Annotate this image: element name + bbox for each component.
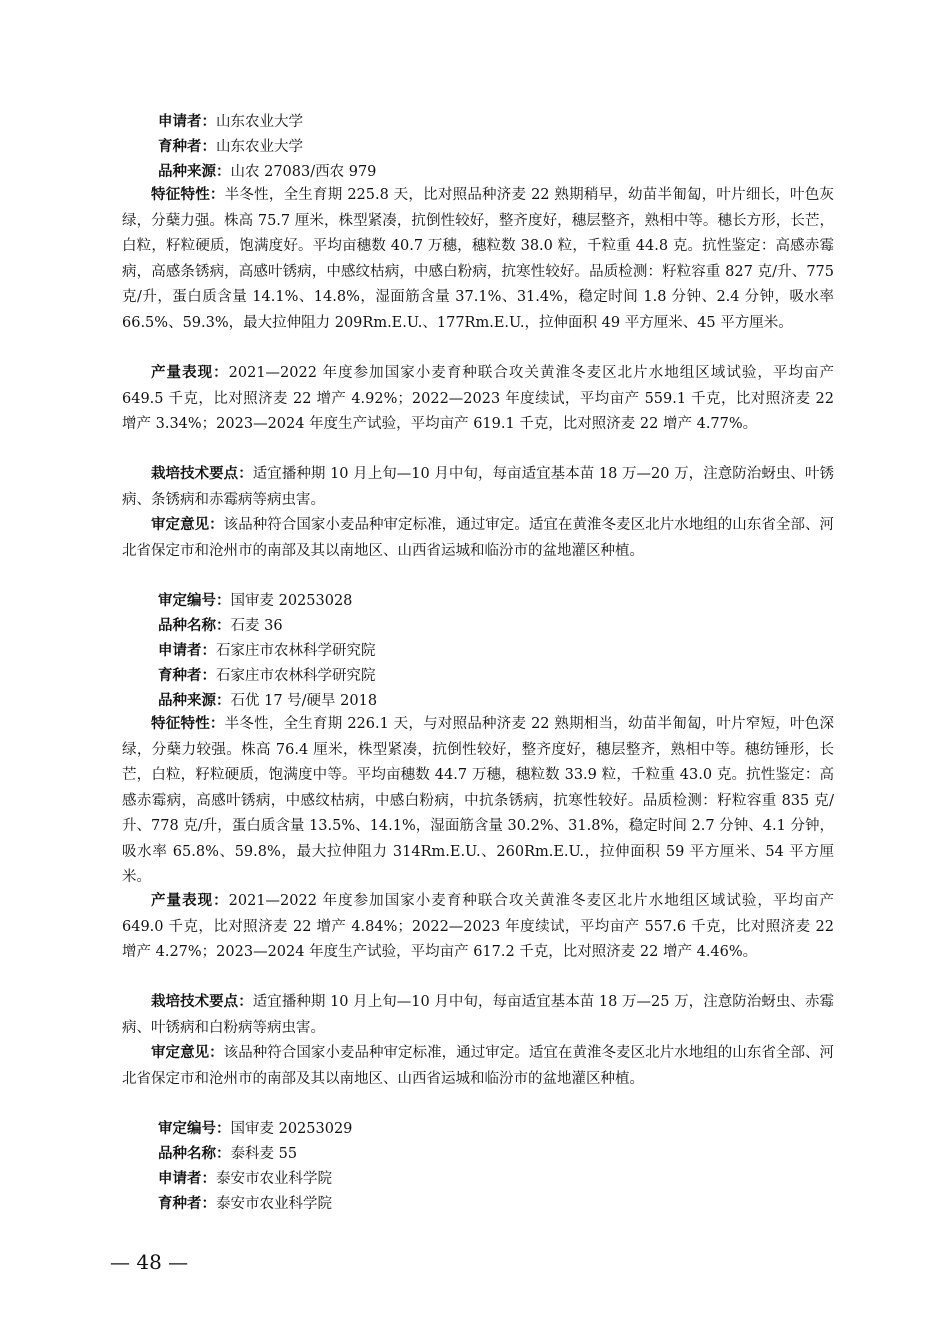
- field-value: 2021—2022 年度参加国家小麦育种联合攻关黄淮冬麦区北片水地组区域试验，平均亩产 649.5 千克，比对照济麦 22 增产 4.92%；2022—2023 年度续试，平均亩产 559.1 千克，比对照济麦 22 增产 3.34%；2023—2024 年度生产试验，平均亩产 619.1 千克，比对照济麦 22 增产 4.77%。: [122, 365, 835, 432]
- field-value: 石家庄市农林科学研究院: [216, 643, 376, 659]
- field-label: 育种者：: [158, 668, 216, 684]
- traits-paragraph: [122, 183, 834, 336]
- field-label: 育种者：: [158, 1196, 216, 1212]
- field-label: 品种来源：: [158, 693, 231, 709]
- applicant-line: [158, 112, 303, 132]
- field-label: 申请者：: [158, 643, 216, 659]
- breeder-line: [158, 137, 303, 157]
- field-label: 产量表现：: [151, 365, 229, 381]
- field-label: 品种名称：: [158, 1146, 231, 1162]
- field-label: 申请者：: [158, 1171, 216, 1187]
- applicant-line: [158, 1169, 332, 1189]
- field-label: 品种名称：: [158, 618, 231, 634]
- field-value: 国审麦 20253029: [230, 1121, 353, 1137]
- field-value: 该品种符合国家小麦品种审定标准，通过审定。适宜在黄淮冬麦区北片水地组的山东省全部、河北省保定市和沧州市的南部及其以南地区、山西省运城和临汾市的盆地灌区种植。: [122, 517, 835, 559]
- field-label: 审定意见：: [151, 517, 224, 533]
- field-value: 适宜播种期 10 月上旬—10 月中旬，每亩适宜基本苗 18 万—25 万，注意防治蚜虫、赤霉病、叶锈病和白粉病等病虫害。: [122, 994, 834, 1036]
- approval-code-line: [158, 1119, 352, 1139]
- field-value: 适宜播种期 10 月上旬—10 月中旬，每亩适宜基本苗 18 万—20 万，注意防治蚜虫、叶锈病、条锈病和赤霉病等病虫害。: [122, 466, 834, 508]
- field-value: 石麦 36: [230, 618, 283, 634]
- breeder-line: [158, 1194, 332, 1214]
- field-value: 国审麦 20253028: [230, 593, 353, 609]
- field-value: 泰安市农业科学院: [216, 1171, 332, 1187]
- field-label: 栽培技术要点：: [151, 994, 253, 1010]
- page-number: — 48 —: [110, 1250, 189, 1274]
- field-label: 审定编号：: [158, 593, 231, 609]
- variety-name-line: [158, 1144, 297, 1164]
- variety-name-line: [158, 616, 283, 636]
- approval-opinion-paragraph: [122, 1041, 834, 1092]
- field-label: 特征特性：: [151, 187, 225, 203]
- traits-paragraph: [122, 712, 834, 891]
- field-value: 泰安市农业科学院: [216, 1196, 332, 1212]
- approval-opinion-paragraph: [122, 513, 834, 564]
- field-label: 审定意见：: [151, 1045, 224, 1061]
- applicant-line: [158, 641, 376, 661]
- field-value: 泰科麦 55: [230, 1146, 298, 1162]
- field-label: 品种来源：: [158, 164, 231, 180]
- cultivation-paragraph: [122, 462, 834, 513]
- yield-paragraph: [122, 361, 834, 438]
- field-value: 石家庄市农林科学研究院: [216, 668, 376, 684]
- field-value: 2021—2022 年度参加国家小麦育种联合攻关黄淮冬麦区北片水地组区域试验，平均亩产 649.0 千克，比对照济麦 22 增产 4.84%；2022—2023 年度续试，平均亩产 557.6 千克，比对照济麦 22 增产 4.27%；2023—2024 年度生产试验，平均亩产 617.2 千克，比对照济麦 22 增产 4.46%。: [122, 893, 835, 960]
- breeder-line: [158, 666, 376, 686]
- cultivation-paragraph: [122, 990, 834, 1041]
- field-value: 石优 17 号/硬旱 2018: [230, 693, 378, 709]
- yield-paragraph: [122, 889, 834, 966]
- field-value: 半冬性，全生育期 226.1 天，与对照品种济麦 22 熟期相当，幼苗半匍匐，叶片窄短，叶色深绿，分蘖力较强。株高 76.4 厘米，株型紧凑，抗倒性较好，整齐度好，穗层整齐，熟相中等。穗纺锤形，长芒，白粒，籽粒硬质，饱满度中等。平均亩穗数 44.7 万穗，穗粒数 33.9 粒，千粒重 43.0 克。抗性鉴定：高感赤霉病，高感叶锈病，中感纹枯病，中感白粉病，中抗条锈病，抗寒性较好。品质检测：籽粒容重 835 克/升、778 克/升，蛋白质含量 13.5%、14.1%，湿面筋含量 30.2%、31.8%，稳定时间 2.7 分钟、4.1 分钟，吸水率 65.8%、59.8%，最大拉伸阻力 314Rm.E.U.、260Rm.E.U.，拉伸面积 59 平方厘米、54 平方厘米。: [122, 716, 834, 885]
- field-label: 育种者：: [158, 139, 216, 155]
- field-value: 山农 27083/西农 979: [230, 164, 377, 180]
- field-label: 产量表现：: [151, 893, 229, 909]
- field-value: 半冬性，全生育期 225.8 天，比对照品种济麦 22 熟期稍早，幼苗半匍匐，叶片细长，叶色灰绿，分蘖力强。株高 75.7 厘米，株型紧凑，抗倒性较好，整齐度好，穗层整齐，熟相中等。穗长方形，长芒，白粒，籽粒硬质，饱满度好。平均亩穗数 40.7 万穗，穗粒数 38.0 粒，千粒重 44.8 克。抗性鉴定：高感赤霉病，高感条锈病，高感叶锈病，中感纹枯病，中感白粉病，抗寒性较好。品质检测：籽粒容重 827 克/升、775 克/升，蛋白质含量 14.1%、14.8%，湿面筋含量 37.1%、31.4%，稳定时间 1.8 分钟、2.4 分钟，吸水率 66.5%、59.3%，最大拉伸阻力 209Rm.E.U.、177Rm.E.U.，拉伸面积 49 平方厘米、45 平方厘米。: [122, 187, 834, 331]
- field-label: 审定编号：: [158, 1121, 231, 1137]
- field-label: 特征特性：: [151, 716, 225, 732]
- field-value: 该品种符合国家小麦品种审定标准，通过审定。适宜在黄淮冬麦区北片水地组的山东省全部、河北省保定市和沧州市的南部及其以南地区、山西省运城和临汾市的盆地灌区种植。: [122, 1045, 835, 1087]
- field-label: 栽培技术要点：: [151, 466, 253, 482]
- approval-code-line: [158, 591, 352, 611]
- field-value: 山东农业大学: [216, 114, 303, 130]
- variety-source-line: [158, 162, 376, 182]
- variety-source-line: [158, 691, 377, 711]
- field-value: 山东农业大学: [216, 139, 303, 155]
- field-label: 申请者：: [158, 114, 216, 130]
